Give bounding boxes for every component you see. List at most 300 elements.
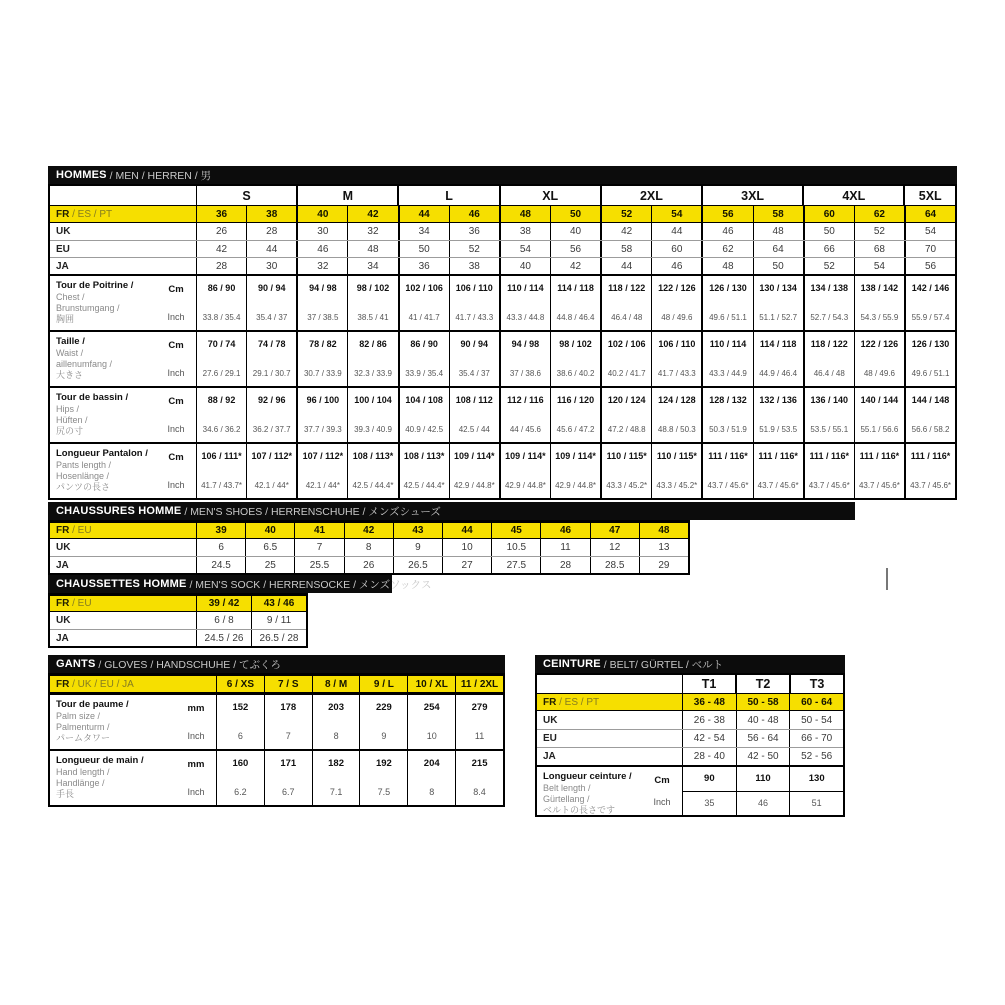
value-bottom: 55.1 / 56.6 (860, 425, 899, 434)
hommes-table-row (50, 257, 955, 274)
value-bottom: 43.3 / 45.2* (656, 481, 698, 490)
value-bottom: 42.1 / 44* (305, 481, 340, 490)
value-cell: 43 (393, 523, 442, 538)
measure-value-cell (398, 332, 449, 386)
unit-labels (179, 699, 213, 745)
measure-label-text (543, 771, 632, 815)
measure-label-line: パームタワー (56, 733, 111, 743)
value-cell: 48 (753, 223, 803, 240)
value-cell: 24.5 / 26 (196, 630, 251, 646)
measure-value-cell (407, 751, 455, 805)
value-top: 130 (790, 767, 843, 792)
value-cell: 26.5 (393, 557, 442, 573)
row-label (50, 206, 196, 222)
value-bottom: 43.7 / 45.6* (757, 481, 799, 490)
gloves-title-strong: GANTS (56, 658, 96, 670)
value-top: 107 / 112* (251, 451, 292, 461)
belt-table-row (537, 747, 843, 765)
value-cell: 39 (196, 523, 245, 538)
value-bottom: 35.4 / 37 (256, 313, 288, 322)
value-cell: 60 (651, 241, 701, 257)
value-bottom: 41.7 / 43.3 (455, 313, 494, 322)
measure-value-cell (216, 695, 264, 749)
measure-label-main: Tour de Poitrine / (56, 280, 134, 291)
value-cell: 50 (753, 258, 803, 274)
value-top: 126 / 130 (709, 283, 747, 293)
value-top: 215 (471, 758, 488, 769)
value-top: 104 / 108 (405, 395, 443, 405)
corner-cell (50, 186, 196, 205)
socks-title-rest: / MEN'S SOCK / HERRENSOCKE / メンズソックス (186, 578, 432, 591)
value-top: 108 / 112 (455, 395, 493, 405)
unit-labels (159, 280, 193, 326)
value-cell: 66 - 70 (789, 730, 843, 747)
hommes-section-title-bar (48, 166, 957, 184)
value-cell: 48 (639, 523, 688, 538)
row-label (50, 539, 196, 556)
value-top: 138 / 142 (860, 283, 899, 293)
measure-label-main: Taille / (56, 336, 85, 347)
value-top: 144 / 148 (911, 395, 950, 405)
hommes-table-row (50, 223, 955, 240)
measure-value-cell (196, 388, 246, 442)
measure-value-cell (246, 276, 296, 330)
measure-value-cell (854, 276, 904, 330)
measure-label-line: Chest / (56, 292, 85, 302)
gloves-table-row (50, 749, 503, 805)
value-top: 171 (280, 758, 297, 769)
value-bottom: 8.4 (473, 787, 486, 797)
value-cell: 10.5 (491, 539, 540, 556)
value-top: 279 (471, 702, 488, 713)
measure-label-text (56, 755, 144, 801)
shoes-size-table (48, 520, 690, 575)
value-top: 128 / 132 (709, 395, 747, 405)
value-cell: 56 (701, 206, 752, 222)
gloves-title-rest: / GLOVES / HANDSCHUHE / てぶくろ (95, 658, 282, 671)
measure-value-cell (296, 332, 347, 386)
value-cell: 52 (854, 223, 904, 240)
value-cell: 42 (550, 258, 600, 274)
measure-label-line: Handlänge / (56, 778, 105, 788)
value-bottom: 55.9 / 57.4 (911, 313, 950, 322)
socks-table-row (50, 629, 306, 646)
value-top: 86 / 90 (410, 339, 438, 349)
row-label (537, 748, 682, 765)
value-top: 114 / 118 (557, 283, 594, 293)
value-cell: 47 (590, 523, 639, 538)
value-bottom: 6 (237, 731, 243, 741)
measure-value-cell (312, 751, 360, 805)
value-cell: 50 (398, 241, 449, 257)
value-cell: 43 / 46 (251, 596, 306, 611)
value-bottom: 38.5 / 41 (357, 313, 389, 322)
unit-bottom-label: Inch (167, 424, 185, 434)
value-cell: 54 (854, 258, 904, 274)
value-cell: 40 - 48 (736, 711, 790, 729)
value-top: 132 / 136 (759, 395, 797, 405)
value-bottom: 8 (333, 731, 339, 741)
value-cell: 52 (449, 241, 499, 257)
value-top: 96 / 100 (306, 395, 340, 405)
measure-value-cell (651, 388, 701, 442)
value-cell: 48 (499, 206, 550, 222)
unit-bottom-label: Inch (167, 368, 185, 378)
value-bottom: 43.7 / 45.6* (808, 481, 850, 490)
measure-label-line: パンツの長さ (56, 482, 111, 492)
value-top: 124 / 128 (658, 395, 696, 405)
row-label (537, 730, 682, 747)
unit-top-label: Cm (168, 284, 184, 295)
measure-value-cell (651, 276, 701, 330)
value-bottom: 11 (474, 731, 485, 741)
row-label-strong: UK (56, 615, 71, 626)
value-bottom: 42.5 / 44.4* (352, 481, 394, 490)
value-bottom: 37 / 38.5 (307, 313, 339, 322)
value-bottom: 33.9 / 35.4 (405, 369, 444, 378)
value-top: 152 (232, 702, 249, 713)
value-top: 229 (375, 702, 392, 713)
value-cell: 54 (651, 206, 701, 222)
value-bottom: 46.4 / 48 (611, 313, 643, 322)
measure-value-cell (753, 332, 803, 386)
value-cell: 38 (499, 223, 550, 240)
value-bottom: 56.6 / 58.2 (911, 425, 950, 434)
unit-labels (645, 771, 679, 811)
row-label (50, 258, 196, 274)
value-cell: 9 (393, 539, 442, 556)
row-label (50, 630, 196, 646)
measure-value-cell (499, 388, 550, 442)
value-top: 110 / 115* (656, 451, 697, 461)
measure-label-text (56, 699, 129, 745)
measure-row-label (50, 332, 196, 386)
value-bottom: 49.6 / 51.1 (911, 369, 950, 378)
value-bottom: 53.5 / 55.1 (810, 425, 849, 434)
measure-value-cell (347, 444, 397, 498)
measure-value-cell (904, 276, 955, 330)
measure-value-cell (550, 444, 600, 498)
value-bottom: 39.3 / 40.9 (354, 425, 392, 434)
unit-labels (179, 755, 213, 801)
measure-value-cell (803, 332, 854, 386)
shoes-table-row (50, 556, 688, 573)
measure-value-cell (854, 388, 904, 442)
row-label-rest: / ES / PT (556, 696, 600, 708)
socks-size-table (48, 593, 308, 648)
value-top: 98 / 102 (559, 339, 592, 349)
unit-bottom-label: Inch (187, 787, 205, 797)
measure-value-cell (359, 751, 407, 805)
value-cell: 62 (701, 241, 752, 257)
value-cell: 60 (803, 206, 854, 222)
value-top: 111 / 116* (708, 451, 748, 461)
value-bottom: 54.3 / 55.9 (860, 313, 899, 322)
value-bottom: 52.7 / 54.3 (810, 313, 849, 322)
hommes-title-rest: / MEN / HERREN / 男 (106, 169, 212, 182)
value-top: 112 / 116 (507, 395, 544, 405)
value-cell: 42 (344, 523, 393, 538)
value-top: 90 / 94 (460, 339, 489, 349)
measure-value-cell (246, 388, 296, 442)
measure-value-cell (753, 444, 803, 498)
value-top: 254 (423, 702, 440, 713)
measure-value-cell (651, 444, 701, 498)
value-cell: 10 / XL (407, 676, 455, 692)
value-bottom: 7.1 (329, 787, 343, 797)
value-top: 111 / 116* (859, 451, 900, 461)
value-top: 122 / 126 (658, 283, 696, 293)
value-cell: 42 (347, 206, 397, 222)
gloves-section-title-bar (48, 655, 505, 673)
measure-value-cell (347, 388, 397, 442)
measure-label-text (56, 392, 128, 438)
value-cell: 25.5 (294, 557, 343, 573)
value-cell: 29 (639, 557, 688, 573)
measure-value-cell (449, 444, 499, 498)
value-top: 110 / 114 (507, 283, 544, 293)
measure-value-cell (347, 332, 397, 386)
measure-value-cell (359, 695, 407, 749)
measure-value-cell (550, 332, 600, 386)
row-label-strong: JA (543, 751, 556, 762)
value-bottom: 35.4 / 37 (458, 369, 490, 378)
value-bottom: 36.2 / 37.7 (252, 425, 291, 434)
measure-label-line: Hüften / (56, 415, 88, 425)
measure-value-cell (398, 388, 449, 442)
value-bottom: 44.9 / 46.4 (759, 369, 798, 378)
row-label-strong: FR (56, 525, 70, 536)
measure-value-cell (449, 276, 499, 330)
value-bottom: 34.6 / 36.2 (202, 425, 241, 434)
row-label-strong: EU (56, 243, 70, 255)
hommes-table-row (50, 442, 955, 498)
measure-value-cell (904, 388, 955, 442)
measure-label-main: Tour de bassin / (56, 392, 129, 403)
measure-label-line: Brunstumgang / (56, 303, 120, 313)
value-cell: 58 (600, 241, 651, 257)
measure-value-cell (499, 276, 550, 330)
row-label-strong: UK (56, 226, 71, 237)
measure-label-line: 胸囲 (56, 314, 75, 324)
measure-value-cell (296, 388, 347, 442)
value-cell: 42 (600, 223, 651, 240)
value-bottom: 29.1 / 30.7 (252, 369, 291, 378)
value-cell: 27 (442, 557, 491, 573)
value-top: 120 / 124 (607, 395, 646, 405)
value-bottom: 10 (426, 731, 437, 741)
measure-label-line: aillenumfang / (56, 359, 113, 369)
measure-label-text (56, 336, 112, 382)
value-top: 94 / 98 (511, 339, 540, 349)
value-top: 160 (232, 758, 249, 769)
value-cell: 60 - 64 (789, 694, 843, 710)
measure-value-cell (701, 444, 752, 498)
size-group-header-5xl: 5XL (903, 186, 955, 205)
value-cell: 26.5 / 28 (251, 630, 306, 646)
value-cell: 46 (540, 523, 589, 538)
measure-value-cell (246, 444, 296, 498)
value-cell: 6 / 8 (196, 612, 251, 629)
value-bottom: 41 / 41.7 (408, 313, 440, 322)
value-cell: 54 (499, 241, 550, 257)
measure-value-cell (600, 388, 651, 442)
measure-value-cell (246, 332, 296, 386)
measure-label-line: Pants length / (56, 460, 112, 470)
value-top: 86 / 90 (207, 283, 236, 293)
value-cell: 52 - 56 (789, 748, 843, 765)
row-label-strong: FR (56, 208, 70, 220)
measure-label-line: 手長 (56, 789, 75, 799)
value-cell: 11 (540, 539, 589, 556)
measure-label-line: Palm size / (56, 711, 101, 721)
value-cell: 44 (651, 223, 701, 240)
value-cell: 40 (296, 206, 347, 222)
value-top: 134 / 138 (810, 283, 849, 293)
value-cell: 10 (442, 539, 491, 556)
socks-table-row (50, 595, 306, 612)
value-top: 116 / 120 (557, 395, 595, 405)
shoes-title-strong: CHAUSSURES HOMME (56, 505, 182, 517)
value-cell: 42 (196, 241, 246, 257)
value-bottom: 51.1 / 52.7 (759, 313, 798, 322)
value-bottom: 51.9 / 53.5 (759, 425, 798, 434)
value-cell: 46 (651, 258, 701, 274)
measure-value-cell (701, 388, 752, 442)
hommes-table-row (50, 205, 955, 223)
row-label (50, 523, 196, 538)
value-bottom: 7.5 (377, 787, 391, 797)
unit-labels (159, 336, 193, 382)
row-label-strong: FR (56, 678, 70, 690)
measure-row-label (50, 444, 196, 498)
shoes-section-title-bar (48, 502, 855, 520)
measure-value-cell (789, 767, 843, 815)
value-cell: 46 (296, 241, 347, 257)
value-bottom: 48 / 49.6 (863, 369, 895, 378)
value-cell: 11 / 2XL (455, 676, 503, 692)
size-group-header-l: L (397, 186, 498, 205)
value-top: 98 / 102 (356, 283, 390, 293)
measure-value-cell (701, 332, 752, 386)
value-cell: 13 (639, 539, 688, 556)
value-top: 114 / 118 (759, 339, 797, 349)
value-cell: 36 (398, 258, 449, 274)
value-bottom: 42.9 / 44.8* (453, 481, 495, 490)
value-top: 136 / 140 (810, 395, 849, 405)
value-cell: 38 (246, 206, 296, 222)
row-label-strong: UK (56, 542, 71, 553)
value-top: 142 / 146 (911, 283, 950, 293)
value-bottom: 42.9 / 44.8* (555, 481, 597, 490)
value-bottom: 30.7 / 33.9 (303, 369, 342, 378)
value-bottom: 48 / 49.6 (661, 313, 693, 322)
measure-row-label (50, 276, 196, 330)
measure-value-cell (296, 444, 347, 498)
measure-row-label (537, 767, 682, 815)
measure-value-cell (449, 332, 499, 386)
value-top: 130 / 134 (759, 283, 797, 293)
row-label-strong: UK (543, 714, 558, 726)
value-cell: 58 (753, 206, 803, 222)
value-top: 118 / 122 (608, 283, 646, 293)
row-label-rest: / ES / PT (69, 208, 113, 220)
value-bottom: 40.2 / 41.7 (607, 369, 646, 378)
value-cell: 9 / L (359, 676, 407, 692)
measure-value-cell (600, 444, 651, 498)
value-top: 78 / 82 (309, 339, 337, 349)
value-top: 182 (328, 758, 344, 769)
value-cell: 48 (347, 241, 397, 257)
value-top: 90 (683, 767, 736, 792)
value-top: 100 / 104 (354, 395, 392, 405)
value-cell: 28 (540, 557, 589, 573)
value-top: 106 / 110 (455, 283, 493, 293)
value-cell: 52 (600, 206, 651, 222)
value-cell: 45 (491, 523, 540, 538)
hommes-table-row (50, 240, 955, 257)
hommes-table-row (50, 186, 955, 205)
measure-label-line: Hips / (56, 404, 80, 414)
measure-label-line: Hosenlänge / (56, 471, 110, 481)
measure-value-cell (499, 332, 550, 386)
value-top: 102 / 106 (405, 283, 443, 293)
value-top: 90 / 94 (257, 283, 286, 293)
gloves-table-row (50, 675, 503, 693)
value-cell: 26 (344, 557, 393, 573)
measure-value-cell (803, 276, 854, 330)
measure-label-line: Gürtellang / (543, 794, 590, 804)
value-bottom: 43.7 / 45.6* (707, 481, 749, 490)
value-cell: 56 - 64 (736, 730, 790, 747)
value-bottom: 47.2 / 48.8 (607, 425, 646, 434)
measure-value-cell (296, 276, 347, 330)
measure-value-cell (550, 388, 600, 442)
gloves-size-table (48, 673, 505, 807)
measure-value-cell (449, 388, 499, 442)
value-cell: 46 (701, 223, 752, 240)
value-cell: 24.5 (196, 557, 245, 573)
socks-section-title-bar (48, 575, 432, 593)
unit-labels (159, 448, 193, 494)
value-top: 110 / 115* (606, 451, 647, 461)
value-cell: 8 (344, 539, 393, 556)
value-bottom: 7 (285, 731, 291, 741)
value-cell: 30 (296, 223, 347, 240)
row-label-rest: / EU (69, 525, 92, 536)
measure-label-line: ベルトの長さです (543, 805, 616, 815)
belt-size-table (535, 673, 845, 817)
hommes-table-row (50, 274, 955, 330)
value-bottom: 6.7 (281, 787, 295, 797)
socks-title-strong: CHAUSSETTES HOMME (56, 578, 187, 590)
value-cell: 6 / XS (216, 676, 264, 692)
shoes-table-row (50, 522, 688, 539)
value-top: 111 / 116* (809, 451, 850, 461)
value-bottom: 43.3 / 44.8 (506, 313, 545, 322)
value-cell: 9 / 11 (251, 612, 306, 629)
stray-line (886, 568, 888, 590)
value-cell: 12 (590, 539, 639, 556)
measure-label-line: 尻の寸 (56, 426, 84, 436)
belt-section-title-bar (535, 655, 845, 673)
belt-table-row (537, 693, 843, 711)
value-top: 140 / 144 (860, 395, 899, 405)
value-bottom: 44 / 45.6 (509, 425, 541, 434)
row-label-strong: JA (56, 260, 69, 272)
row-label-strong: FR (56, 598, 70, 609)
belt-title-rest: / BELT/ GÜRTEL / ベルト (600, 658, 724, 671)
